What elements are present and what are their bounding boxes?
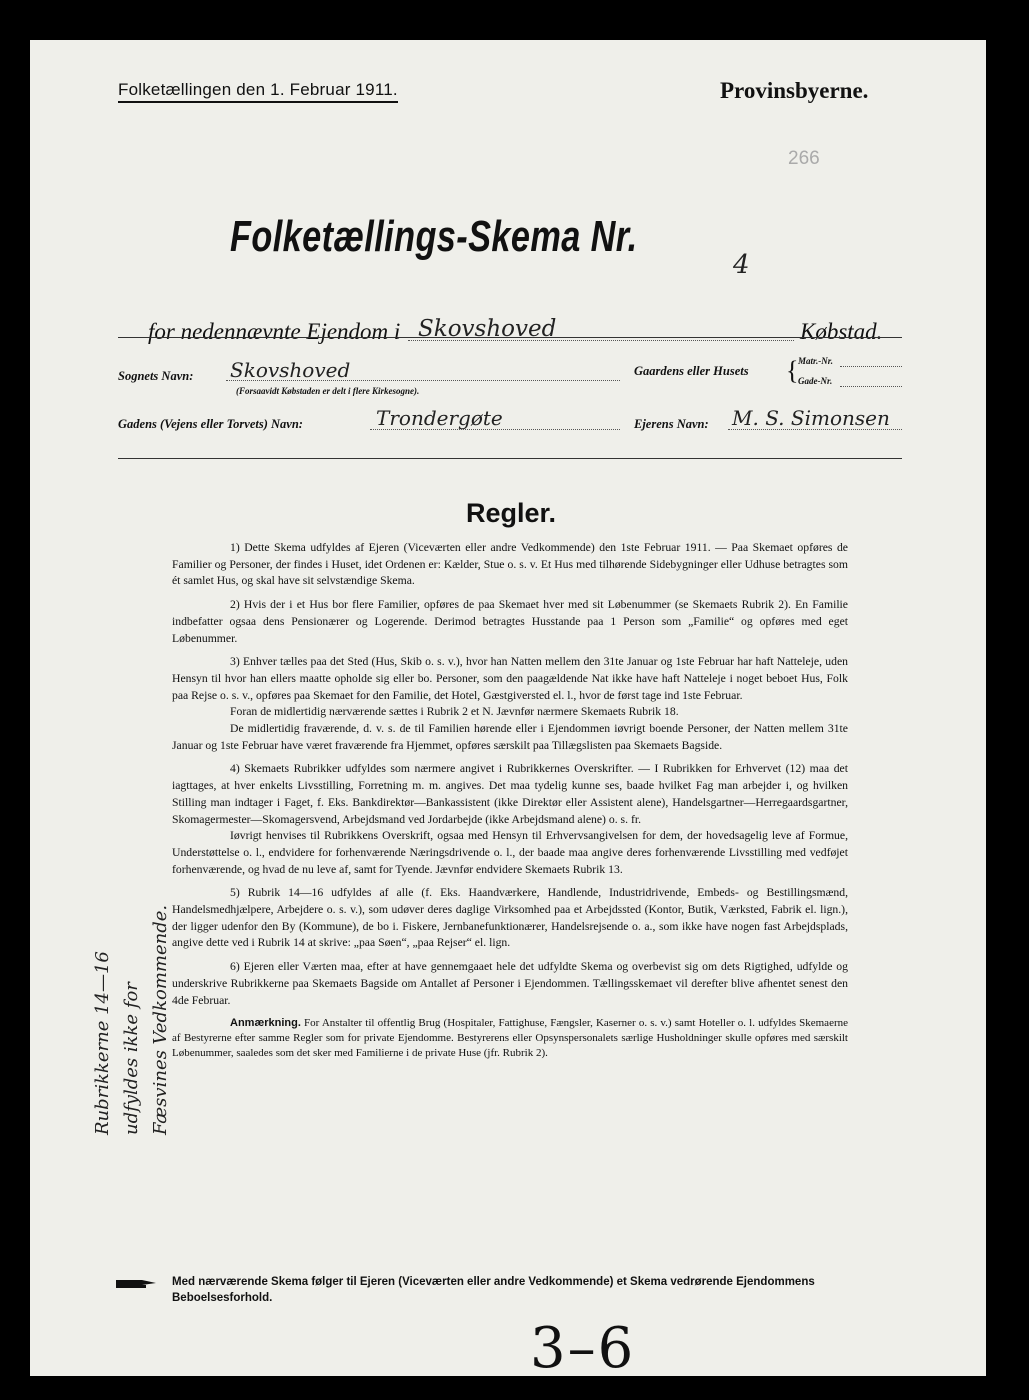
census-form-page (30, 40, 986, 1381)
gaard-label: Gaardens eller Husets (634, 364, 749, 378)
census-date-header: Folketællingen den 1. Februar 1911. (118, 80, 398, 103)
subtitle-prefix: for nedennævnte Ejendom i (148, 319, 401, 344)
rule-3-midlertidig-fraværende: De midlertidig fraværende, d. v. s. de til Familien hørende eller i Ejendommen iøvrigt boende Personer, der Natten mellem 31te Januar og 1ste Februar have været fraværende fra Hjemmet, opføres særskilt paa Tillægslisten paa Skemaets Bagside. (172, 722, 848, 752)
rule-6: 6) Ejeren eller Værten maa, efter at have gennemgaaet hele det udfyldte Skema og overbevist sig om dets Rigtighed, udfylde og underskrive Rubrikkerne paa Skemaets Bagside om Antallet af Personer i Ejendommen. Tællingsskemaet vil derefter blive afhentet senest den 4de Februar. (172, 960, 848, 1007)
top-divider (118, 337, 902, 338)
anmaerkning-label: Anmærkning. (230, 1017, 301, 1030)
sogn-label: Sognets Navn: (118, 369, 194, 383)
anmaerkning-text: For Anstalter til offentlig Brug (Hospitaler, Fattighuse, Fængsler, Kaserner o. s. v.) samt Hoteller o. l. udfyldes Skemaerne af Bestyrerne efter samme Regler som for private Ejendomme. Bestyrerens eller Opsynspersonalets særlige Husholdninger skulle opføres med særskilt Løbenummer, saaledes som det sker med Familierne i de private Huse (jfr. Rubrik 2). (172, 1017, 848, 1060)
anmaerkning (172, 1016, 848, 1061)
sogn-dotted-line (226, 380, 620, 381)
rules-body (172, 540, 848, 1061)
rules-heading: Regler. (466, 498, 557, 528)
gade-label: Gadens (Vejens eller Torvets) Navn: (118, 417, 303, 431)
form-title: Folketællings-Skema Nr. (230, 212, 638, 261)
ejer-label: Ejerens Navn: (634, 417, 709, 431)
side-note-handwritten (88, 905, 175, 1135)
sogn-note: (Forsaavidt Købstaden er delt i flere Kirkesogne). (236, 386, 420, 396)
side-note-line-3: Fæsvines Vedkommende. (150, 904, 171, 1135)
ejer-dotted-line (728, 429, 902, 430)
rule-5: 5) Rubrik 14—16 udfyldes af alle (f. Eks. Haandværkere, Handlende, Industridrivende, Embeds- og Bestillingsmænd, Handelsmedhjælpere, Arbejdere o. s. v.), som udøver deres daglige Virksomhed paa et Arbejdssted (Kontor, Butik, Værksted, Fabrik el. lign.), der ligger udenfor den By (Kommune), de bo i. Fiskere, Jernbanefunktionærer, Handelsrejsende o. a., som ikke have nogen fast Arbejdsplads, angive dette ved i Rubrik 14 at skrive: „paa Søen“, „paa Rejser“ el. lign. (172, 886, 848, 950)
side-note-line-1: Rubrikkerne 14—16 (92, 951, 113, 1135)
gade-value-handwritten: Trondergøte (376, 406, 503, 430)
stamp-number: 266 (788, 148, 820, 169)
matr-dotted-line (840, 366, 902, 367)
sogn-value-handwritten: Skovshoved (230, 358, 351, 382)
subtitle-suffix: Købstad. (800, 319, 883, 344)
city-name-handwritten: Skovshoved (418, 316, 557, 342)
footer-notice: Med nærværende Skema følger til Ejeren (Viceværten eller andre Vedkommende) et Skema vedrørende Ejendommens Beboelsesforhold. (172, 1276, 815, 1304)
ejer-value-handwritten: M. S. Simonsen (732, 406, 890, 430)
rule-3-midlertidig-nærværende: Foran de midlertidig nærværende sættes i Rubrik 2 et N. Jævnfør nærmere Skemaets Rubrik 18. (230, 705, 679, 719)
rule-4-continued: Iøvrigt henvises til Rubrikkens Overskrift, ogsaa med Hensyn til Erhvervsangivelsen for dem, der hovedsagelig leve af Formue, Understøttelse o. l., endvidere for forhenværende Næringsdrivende o. l., der baade maa angive deres forhenværende Livsstilling med vedføjet forhenværende, og hvad de nu leve af, samt for Tyende. Jævnfør endvidere Skemaets Rubrik 13. (172, 829, 848, 876)
page-number-handwritten: 3–6 (530, 1316, 636, 1381)
form-number: 4 (733, 250, 750, 280)
rule-4: 4) Skemaets Rubrikker udfyldes som nærmere angivet i Rubrikkernes Overskrifter. — I Rubrikken for Erhvervet (12) maa det iagttages, at hver enkelts Livsstilling, Forretning m. m. angives. Det maa tydelig kunne ses, baade hvilket Fag man arbejder i, og hvilken Stilling man indtager i Faget, f. Eks. Bankdirektør—Bankassistent (ikke Direktør eller Assistent alene), Handelsgartner—Herregaardsgartner, Skomagermester—Skomagersvend, Arbejdsmand ved Jordarbejde (ikke Arbejdsmand alene) o. s. fr. (172, 762, 848, 826)
fields-divider (118, 458, 902, 459)
gade-nr-dotted-line (840, 386, 902, 387)
gade-nr-label: Gade-Nr. (798, 376, 833, 386)
side-note-line-2: udfyldes ikke for (121, 982, 142, 1135)
rule-3: 3) Enhver tælles paa det Sted (Hus, Skib o. s. v.), hvor han Natten mellem den 31te Januar og 1ste Februar har haft Natteleje, uden Hensyn til hvor han ellers maatte opholde sig eller bo. Personer, som den paagældende Nat ikke have haft Natteleje i noget beboet Hus, Folk paa Rejse o. s. v., opføres paa Skemaet for den Familie, det Hotel, Gæstgiversted el. l., hvor de først tage ind 1ste Februar. (172, 655, 848, 702)
region-header: Provinsbyerne. (720, 78, 869, 103)
city-dotted-line (408, 340, 794, 341)
matr-label: Matr.-Nr. (798, 356, 834, 366)
brace-icon: { (786, 356, 799, 385)
gade-dotted-line (370, 429, 620, 430)
rule-1: 1) Dette Skema udfyldes af Ejeren (Viceværten eller andre Vedkommende) den 1ste Februar 1911. — Paa Skemaet opføres de Familier og Personer, der findes i Huset, idet Ordenen er: Kælder, Stue o. s. v. Et Hus med tilhørende Sidebygninger eller Udhuse betragtes som ét samlet Hus, og skal have sit selvstændige Skema. (172, 541, 848, 588)
pointing-hand-icon (116, 1278, 158, 1290)
rule-2: 2) Hvis der i et Hus bor flere Familier, opføres de paa Skemaet hver med sit Løbenummer (se Skemaets Rubrik 2). En Familie indbefatter ogsaa dens Pensionærer og Logerende. Derimod betragtes Husstande paa 1 Person som „Familie“ og opføres med eget Løbenummer. (172, 598, 848, 645)
